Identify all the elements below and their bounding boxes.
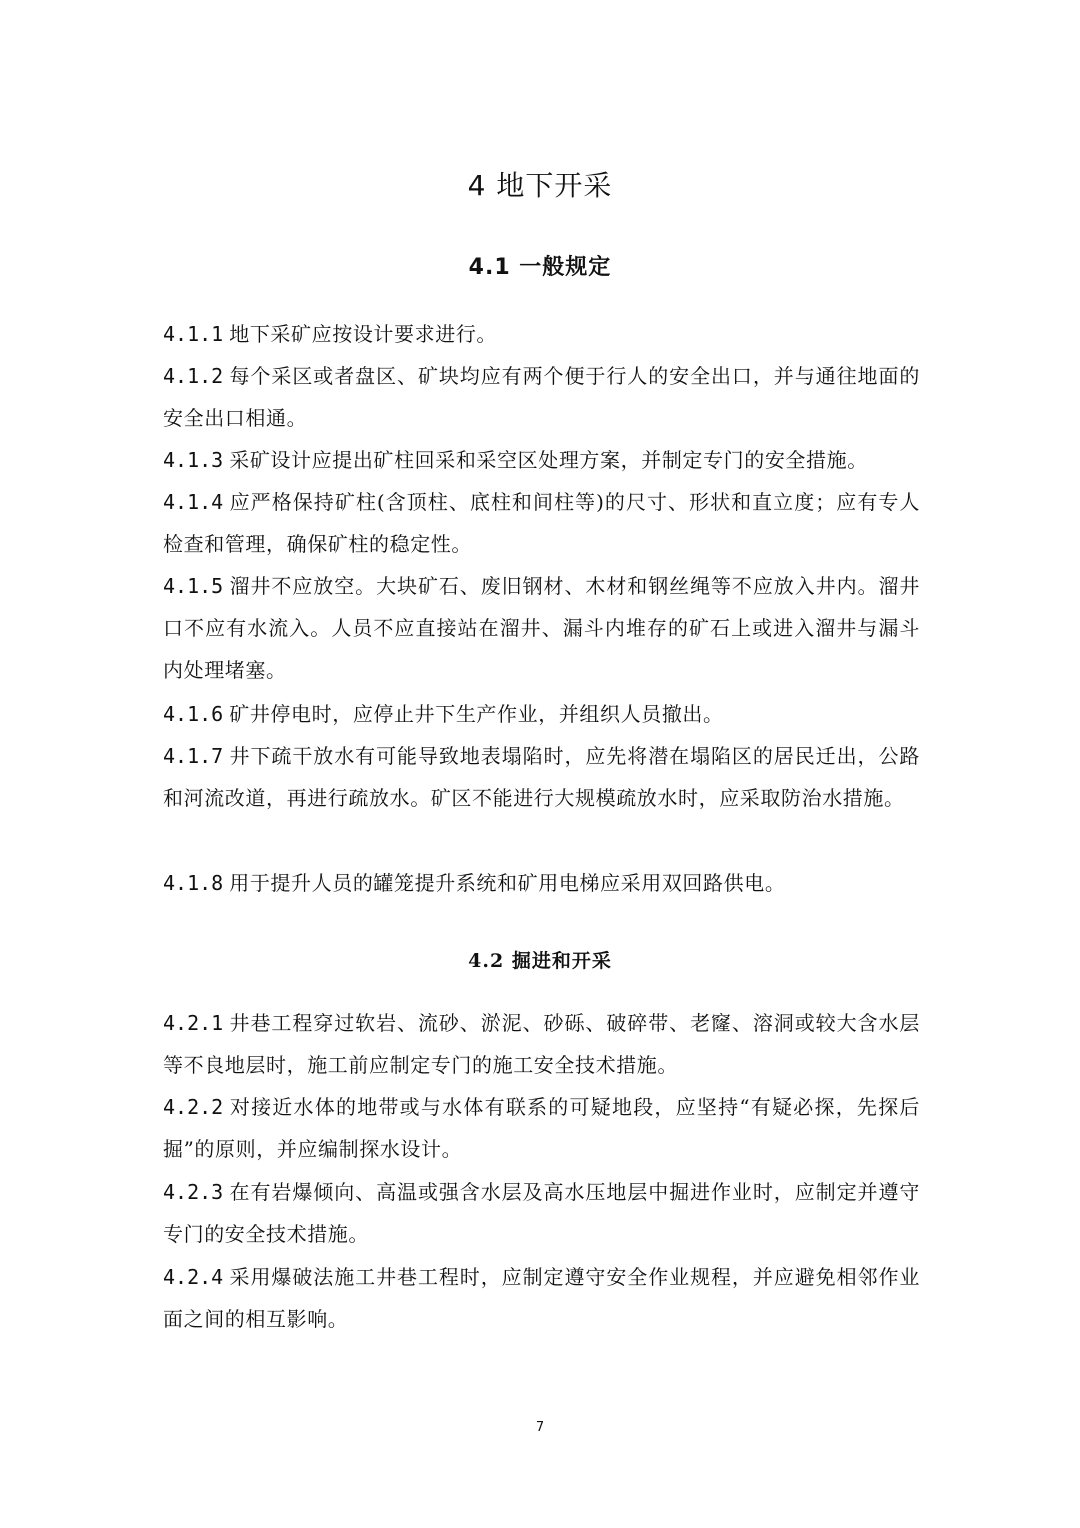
clause-text: 地下采矿应按设计要求进行。	[229, 322, 498, 346]
clause-number: 4.1.8	[163, 871, 224, 895]
clause-4-2-4	[163, 1256, 920, 1340]
clause-number: 4.1.4	[163, 490, 224, 514]
section-title-4-2: 4.2 掘进和开采	[468, 950, 612, 972]
section-title-4-1: 4.1 一般规定	[468, 255, 612, 280]
clause-4-2-2	[163, 1086, 920, 1170]
clause-text: 井巷工程穿过软岩、流砂、淤泥、砂砾、破碎带、老窿、溶洞或较大含水层等不良地层时，施工前应制定专门的施工安全技术措施。	[163, 1011, 920, 1077]
clause-text: 井下疏干放水有可能导致地表塌陷时，应先将潜在塌陷区的居民迁出，公路和河流改道，再进行疏放水。矿区不能进行大规模疏放水时，应采取防治水措施。	[163, 744, 920, 810]
clause-text: 对接近水体的地带或与水体有联系的可疑地段，应坚持“有疑必探，先探后掘”的原则，并应编制探水设计。	[163, 1095, 920, 1161]
clause-number: 4.2.4	[163, 1265, 224, 1289]
clause-text: 溜井不应放空。大块矿石、废旧钢材、木材和钢丝绳等不应放入井内。溜井口不应有水流入。人员不应直接站在溜井、漏斗内堆存的矿石上或进入溜井与漏斗内处理堵塞。	[163, 574, 920, 682]
clause-text: 采用爆破法施工井巷工程时，应制定遵守安全作业规程，并应避免相邻作业面之间的相互影响。	[163, 1265, 920, 1331]
clause-number: 4.1.5	[163, 574, 224, 598]
clause-4-1-3	[163, 439, 920, 481]
clause-text: 采矿设计应提出矿柱回采和采空区处理方案，并制定专门的安全措施。	[229, 448, 868, 472]
clause-4-1-2	[163, 355, 920, 439]
clause-4-2-1	[163, 1002, 920, 1086]
clause-4-1-1	[163, 313, 920, 355]
clause-text: 矿井停电时，应停止井下生产作业，并组织人员撤出。	[229, 702, 724, 726]
clause-number: 4.2.3	[163, 1180, 224, 1204]
clause-4-1-4	[163, 481, 920, 565]
clause-4-2-3	[163, 1171, 920, 1255]
clause-number: 4.1.1	[163, 322, 224, 346]
clause-number: 4.1.3	[163, 448, 224, 472]
clause-number: 4.2.1	[163, 1011, 224, 1035]
clause-4-1-6	[163, 693, 920, 735]
clause-text: 在有岩爆倾向、高温或强含水层及高水压地层中掘进作业时，应制定并遵守专门的安全技术措施。	[163, 1180, 920, 1246]
clause-number: 4.1.7	[163, 744, 224, 768]
clause-4-1-5	[163, 565, 920, 691]
clause-4-1-7	[163, 735, 920, 819]
clause-text: 用于提升人员的罐笼提升系统和矿用电梯应采用双回路供电。	[229, 871, 786, 895]
clause-number: 4.1.6	[163, 702, 224, 726]
clause-number: 4.1.2	[163, 364, 224, 388]
clause-number: 4.2.2	[163, 1095, 224, 1119]
clause-text: 每个采区或者盘区、矿块均应有两个便于行人的安全出口，并与通往地面的安全出口相通。	[163, 364, 920, 430]
page-number: 7	[535, 1420, 545, 1435]
chapter-title: 4 地下开采	[467, 169, 613, 202]
clause-4-1-8	[163, 862, 920, 904]
clause-text: 应严格保持矿柱(含顶柱、底柱和间柱等)的尺寸、形状和直立度；应有专人检查和管理，确保矿柱的稳定性。	[163, 490, 920, 556]
